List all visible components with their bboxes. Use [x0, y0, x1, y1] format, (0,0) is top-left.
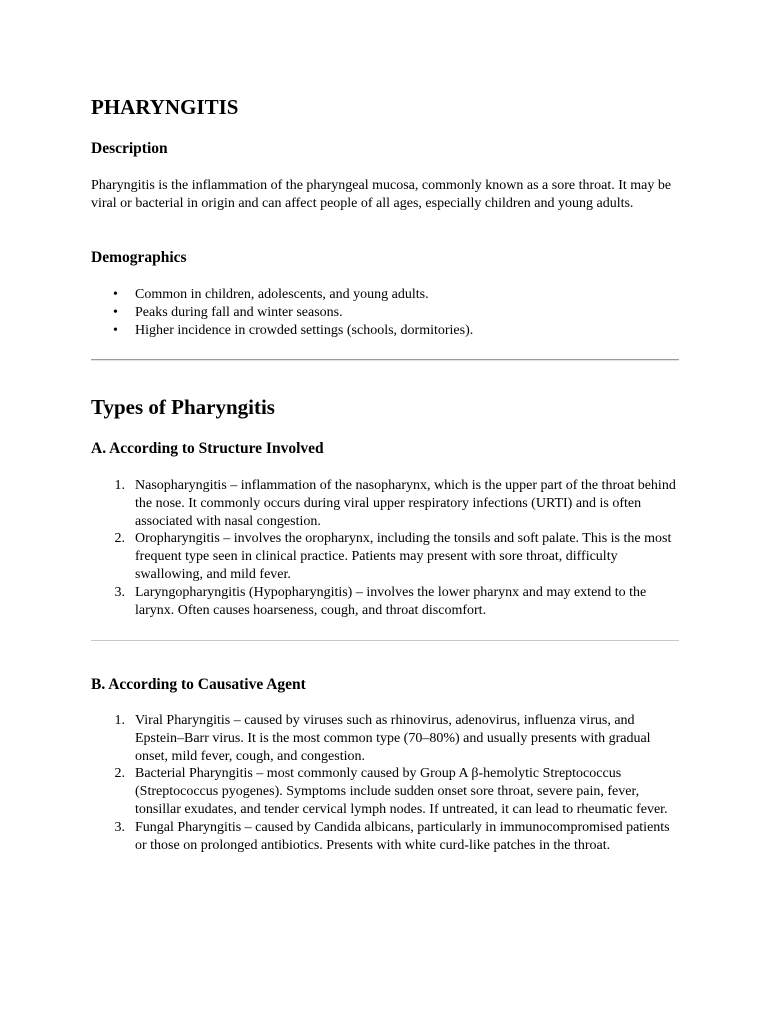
document-title: PHARYNGITIS: [91, 95, 239, 119]
demographics-heading: Demographics: [91, 249, 187, 266]
list-number: 3.: [114, 584, 125, 600]
list-item: [91, 819, 676, 855]
list-item: [91, 286, 676, 304]
list-item-text: Fungal Pharyngitis – caused by Candida albicans, particularly in immunocompromised patients or those on prolonged antibiotics. Presents with white curd-like patches in the throat.: [135, 819, 670, 853]
list-item-text: Higher incidence in crowded settings (schools, dormitories).: [135, 322, 474, 338]
list-item: [91, 477, 676, 530]
list-item: [91, 712, 676, 765]
list-item-text: Common in children, adolescents, and young adults.: [135, 287, 429, 302]
structure-heading: A. According to Structure Involved: [91, 440, 324, 457]
list-number: 2.: [114, 531, 125, 547]
description-text: Pharyngitis is the inflammation of the pharyngeal mucosa, commonly known as a sore throat. It may be viral or bacterial in origin and can affect people of all ages, especially children and young adults.: [91, 178, 672, 211]
list-item: [91, 584, 676, 620]
section-divider: [91, 640, 679, 641]
list-item: [91, 765, 676, 818]
list-item-text: Oropharyngitis – involves the oropharynx, including the tonsils and soft palate. This is the most frequent type seen in clinical practice. Patients may present with sore throat, difficulty swallowing, and mild fever.: [135, 531, 672, 582]
list-item: [91, 304, 676, 322]
bullet-icon: •: [113, 322, 118, 338]
list-item-text: Peaks during fall and winter seasons.: [135, 304, 343, 320]
list-number: 3.: [114, 819, 125, 835]
structure-list: [91, 477, 676, 619]
list-item-text: Nasopharyngitis – inflammation of the nasopharynx, which is the upper part of the throat behind the nose. It commonly occurs during viral upper respiratory infections (URTI) and is often associated with nasal congestion.: [135, 478, 676, 529]
bullet-icon: •: [113, 304, 118, 320]
description-heading: Description: [91, 140, 168, 157]
types-heading: Types of Pharyngitis: [91, 395, 275, 419]
list-item: [91, 322, 676, 340]
list-number: 2.: [114, 766, 125, 782]
causative-list: [91, 712, 676, 854]
causative-heading: B. According to Causative Agent: [91, 676, 306, 693]
list-item-text: Bacterial Pharyngitis – most commonly caused by Group A β-hemolytic Streptococcus (Streptococcus pyogenes). Symptoms include sudden onset sore throat, severe pain, fever, tonsillar exudates, and tender cervical lymph nodes. If untreated, it can lead to rheumatic fever.: [135, 766, 668, 817]
demographics-list: [91, 286, 676, 339]
list-item-text: Laryngopharyngitis (Hypopharyngitis) – involves the lower pharynx and may extend to the larynx. Often causes hoarseness, cough, and throat discomfort.: [135, 584, 647, 618]
section-divider: [91, 359, 679, 361]
list-number: 1.: [114, 713, 125, 728]
list-item-text: Viral Pharyngitis – caused by viruses such as rhinovirus, adenovirus, influenza virus, and Epstein–Barr virus. It is the most common type (70–80%) and usually presents with gradual onset, mild fever, cough, and congestion.: [135, 713, 651, 764]
list-number: 1.: [114, 478, 125, 493]
list-item: [91, 530, 676, 583]
bullet-icon: •: [113, 287, 118, 302]
